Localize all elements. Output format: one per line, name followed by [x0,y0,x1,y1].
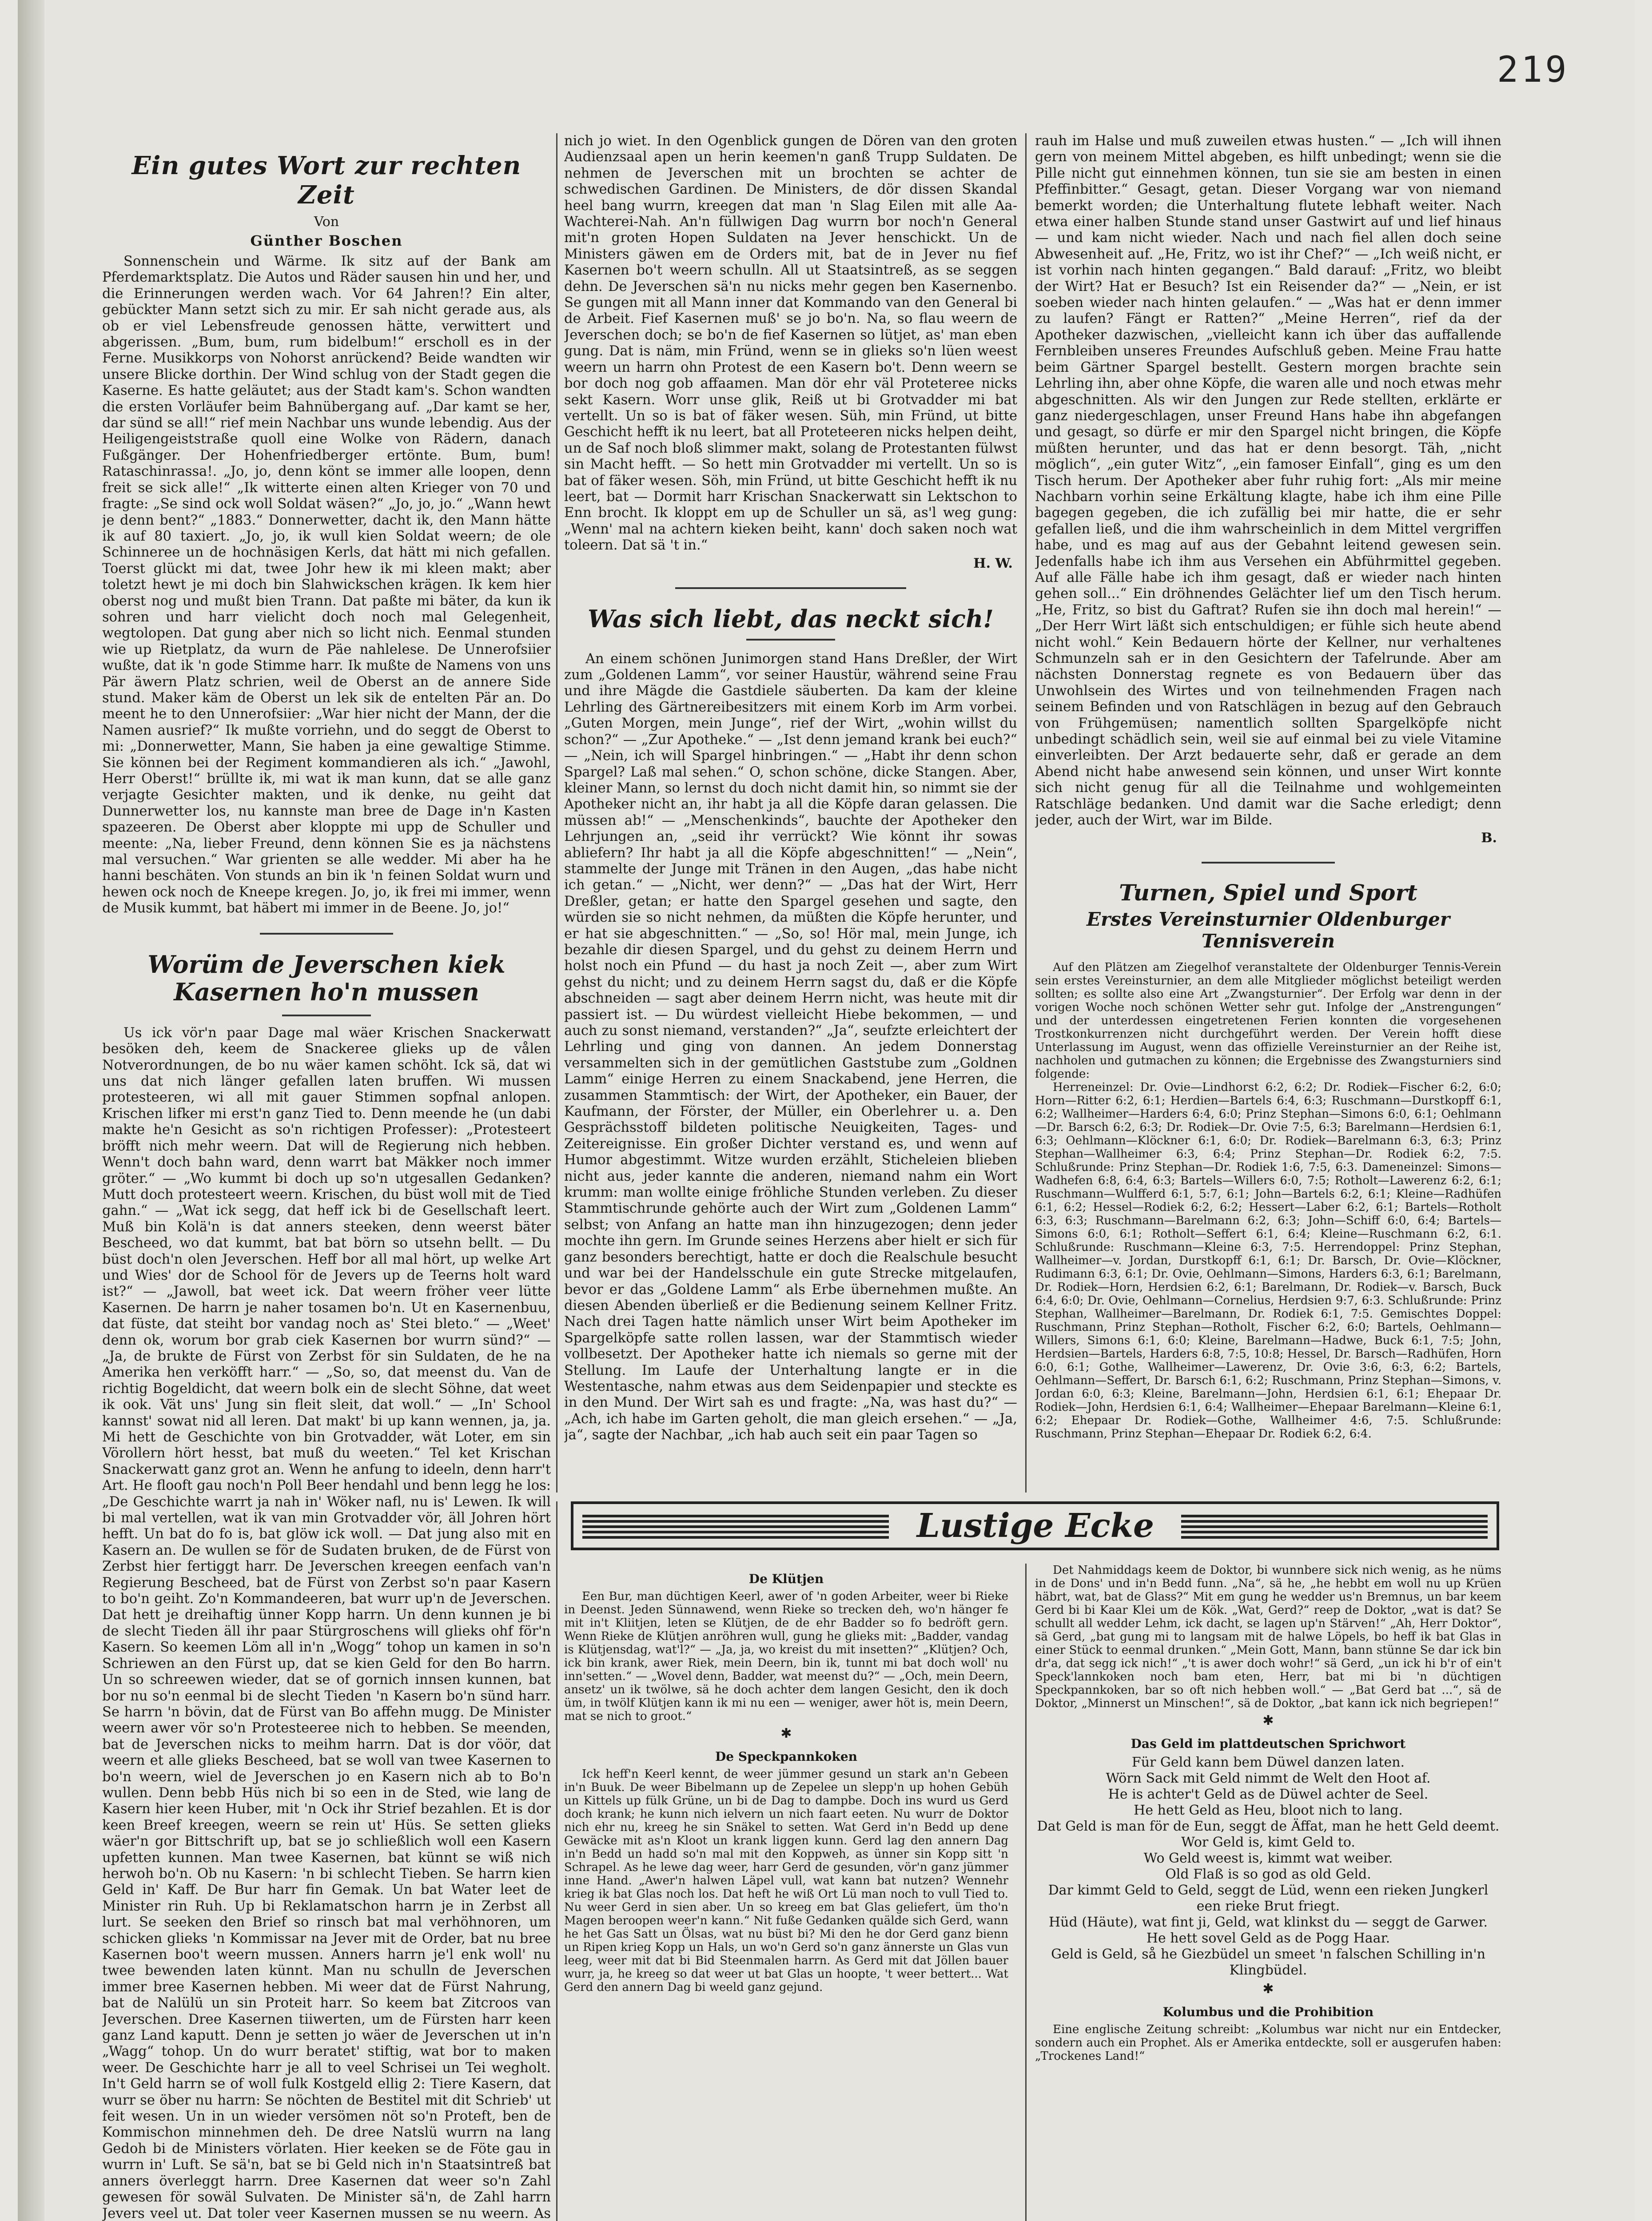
story-title: De Speckpannkoken [715,1749,857,1764]
article-title: Worüm de Jeverschen kiek Kasernen ho'n mussen [147,950,506,1006]
story-title: De Klütjen [748,1572,824,1586]
newspaper-page [18,0,1635,2221]
separator [675,587,906,589]
proverb-line: Dat Geld is man för de Eun, seggt de Äffat, man he hett Geld deemt. [1037,1819,1500,1834]
story-title: Kolumbus und die Prohibition [1162,2005,1374,2019]
story-body: Een Bur, man düchtigen Keerl, awer of 'n goden Arbeiter, weer bi Rieke in Deenst. Jeden Sünnawend, wenn Rieke so trecken deh, wo'n hänger fe mit in't Kliitjen, leten se Klütjen, de de ehr Badder so fo bedröft gern. Wenn Rieke de Klütjen anröhren wull, gung he glieks mit: „Badder, vandag is Klütjensdag, wat'l?“ — „Ja, ja, wo kreist du mit insetten?“ „Klütjen? Och, ick bin krank, awer Riek, mein Deern, bin ik, tunnt mi bat doch woll' nu inn'setten.“ — „Wovel denn, Badder, wat meenst du?“ — „Och, mein Deern, ansetz' un ik twölwe, sä he doch achter dem langen Gesicht, den ik doch üm, in twölf Klütjen kann ik mi nu een — weniger, awer höt is, mein Deern, mat se nich to groot.“ [564,1590,1008,1723]
article-body: An einem schönen Junimorgen stand Hans Dreßler, der Wirt zum „Goldenen Lamm“, vor seiner Haustür, während seine Frau und ihre Mägde die Gastdiele säuberten. Da kam der kleine Lehrling des Gärtnereibesitzers mit einem Korb im Arm vorbei. „Guten Morgen, mein Junge“, rief der Wirt, „wohin willst du schon?“ — „Zur Apotheke.“ — „Ist denn jemand krank bei euch?“ — „Nein, ich will Spargel hinbringen.“ — „Habt ihr denn schon Spargel? Laß mal sehen.“ O, schon schöne, dicke Stangen. Aber, kleiner Mann, so lernst du doch nicht damit hin, so nimmt sie der Apotheker nicht an, ihr habt ja all die Köpfe daran gelassen. Die müssen ab!“ — „Menschenkinds“, bauchte der Apotheker den Lehrjungen an, „seid ihr verrückt? Wie könnt ihr sowas abliefern? Ihr habt ja all die Köpfe abgeschnitten!“ — „Nein“, stammelte der Junge mit Tränen in den Augen, „das habe nicht ich getan.“ — „Nicht, wer denn?“ — „Das hat der Wirt, Herr Dreßler, getan; er hatte den Spargel gesehen und sagte, den würden sie so nicht nehmen, da müßten die Köpfe herunter, und er hat sie abgeschnitten.“ — „So, so! Hör mal, mein Junge, ich bezahle dir diesen Spargel, und du gehst zu deinem Herrn und holst noch ein Pfund — du hast ja noch Zeit —, aber zum Wirt gehst du nicht; und zu deinem Herrn sagst du, daß er die Köpfe abschneiden — sagt aber deinem Herrn nicht, was heute mit dir passiert ist. — Du würdest vielleicht Hiebe bekommen, — und auch zu sonst niemand, verstanden?“ „Ja“, seufzte erleichtert der Lehrling und ging von dannen. An jedem Donnerstag versammelten sich in der gemütlichen Gaststube zum „Goldnen Lamm“ einige Herren zu einem Snackabend, jene Herren, die zusammen Stammtisch: der Wirt, der Apotheker, ein Bauer, der Kaufmann, der Förster, der Müller, ein Oberlehrer u. a. Den Gesprächsstoff bildeten politische Neuigkeiten, Tages- und Zeitereignisse. Ein großer Dichter verstand es, und wenn auf Humor abgestimmt. Witze wurden erzählt, Sticheleien blieben nicht aus, jeder kannte die anderen, niemand nahm ein Wort krumm: man wollte einige fröhliche Stunden verleben. Zu dieser Stammtischrunde gehörte auch der Wirt zum „Goldenen Lamm“ selbst; von Anfang an hatte man ihn hinzugezogen; denn jeder mochte ihn gern. Im Grunde seines Herzens aber hielt er sich für ganz besonders berechtigt, hatte er doch die Realschule besucht und war bei der Handelsschule ein gute Strecke mitgelaufen, bevor er das „Goldene Lamm“ als Erbe übernehmen mußte. An diesen Abenden überließ er die Bedienung seinem Kellner Fritz. Nach drei Tagen hatte nämlich unser Wirt beim Apotheker im Spargelköpfe satte rollen lassen, war der Stammtisch wieder vollbesetzt. Der Apotheker hatte ich niemals so gerne mit der Stellung. Im Laufe der Unterhaltung langte er in die Westentasche, nahm etwas aus dem Seidenpapier und steckte es in den Mund. Der Wirt sah es und fragte: „Na, was hast du?“ — „Ach, ich habe im Garten geholt, die man gleich ersehen.“ — „Ja, ja“, sagte der Nachbar, „ich hab auch seit ein paar Tagen so [564,651,1017,1443]
article-title: Ein gutes Wort zur rechten Zeit [131,151,521,210]
lustige-ecke-banner [571,1501,1499,1550]
column-rule [1025,1564,1027,2221]
article-continuation: rauh im Halse und muß zuweilen etwas husten.“ — „Ich will ihnen gern von meinem Mittel abgeben, es hilft unbedingt; wenn sie die Pille nicht gut einnehmen können, tun sie sie am besten in einen Pfeffinbitter.“ Gesagt, getan. Dieser Vorgang war von niemand bemerkt worden; die Unterhaltung flutete lebhaft weiter. Nach etwa einer halben Stunde stand unser Gastwirt auf und lief hinaus — und kam nicht wieder. Nach und nach fiel allen doch seine Abwesenheit auf. „He, Fritz, wo ist ihr Chef?“ — „Ich weiß nicht, er ist vorhin nach hinten gegangen.“ Bald darauf: „Fritz, wo bleibt der Wirt? Hat er Besuch? Ist ein Reisender da?“ — „Nein, er ist soeben wieder nach hinten gelaufen.“ — „Was hat er denn immer zu laufen? Fängt er Ratten?“ „Meine Herren“, rief da der Apotheker dazwischen, „vielleicht kann ich über das auffallende Fernbleiben unseres Freundes Aufschluß geben. Meine Frau hatte beim Gärtner Spargel bestellt. Gestern morgen brachte sein Lehrling ihn, aber ohne Köpfe, die waren alle und noch etwas mehr abgeschnitten. Als wir den Jungen zur Rede stellten, erklärte er ganz niedergeschlagen, unser Freund Hans habe ihn abgefangen und gesagt, so dürfe er mir den Spargel nicht bringen, die Köpfe müßten herunter, und das hat er denn besorgt. Täh, „nicht möglich“, „ein guter Witz“, „ein famoser Einfall“, ging es um den Tisch herum. Der Apotheker aber fuhr ruhig fort: „Als mir meine Nachbarn vorhin seine Erkältung klagte, habe ich ihm eine Pille bagegen gegeben, die ich zufällig bei mir hatte, die er sehr gefallen ließ, und die ihm wahrscheinlich in dem Mittel vergriffen habe, und es mag auf aus der Gebahnt leitend gewesen sein. Jedenfalls habe ich ihm aus Versehen ein Abführmittel gegeben. Auf alle Fälle habe ich ihm gesagt, daß er wieder nach hinten gehen soll...“ Ein dröhnendes Gelächter lief um den Tisch herum. „He, Fritz, so bist du Gaftrat? Rufen sie ihn doch mal herein!“ — „Der Herr Wirt läßt sich entschuldigen; er fühle sich heute abend nicht wohl.“ Kein Bedauern hörte der Kellner, nur verhaltenes Schmunzeln sah er in den Gesichtern der Tafelrunde. Aber am nächsten Donnerstag regnete es von Bedauern über das Unwohlsein des Wirtes und von teilnehmenden Fragen nach seinem Befinden und von Ratschlägen in bezug auf den Gebrauch von Frühgemüsen; namentlich sollten Spargelköpfe nicht unbedingt schädlich sein, weil sie auf einmal bei zu viele Vitamine einverleibten. Der Arzt bedauerte sehr, daß er gerade an dem Abend nicht habe anwesend sein können, und unser Wirt konnte sich nicht genug für all die Teilnahme und wohlgemeinten Ratschläge bedanken. Und damit war die Sache erledigt; denn jeder, auch der Wirt, war im Bilde. [1035,133,1501,828]
proverb-line: Hüd (Häute), wat fint ji, Geld, wat klinkst du — seggt de Garwer. [1049,1915,1488,1930]
column-1 [102,133,551,2221]
star-divider: ✱ [1262,1981,1274,1997]
article-body: Us ick vör'n paar Dage mal wäer Krischen Snackerwatt besöken deh, keem de Snackeree glieks up de vålen Notverordnungen, de bo nu wäer kamen schöht. Ick sä, dat wi uns dat nich länger gefallen laten bruffen. Wi mussen protesteeren, wi all mit gauer Stimmen sopfnal anlopen. Krischen lifker mi erst'n ganz Tied to. Denn meende he (un dabi makte he'n Gesicht as so'n richtigen Professer): „Protesteert bröfft nich mehr weern. Dat will de Regierung nich hebben. Wenn't doch bahn ward, denn warrt bat Mäkker noch immer gröter.“ — „Wo kummt bi doch up so'n utgesallen Gedanken? Mutt doch protesteert weern. Krischen, du büst woll mit de Tied gahn.“ — „Wat ick segg, dat heff ick bi de Gesellschaft leert. Muß bin Kolä'n is dat anners steeken, denn weerst bäter Bescheed, wo dat kummt, bat bat börn so utsehn bellt. — Du büst doch'n olen Jeverschen. Heff bor all mal hört, up welke Art und Wies' dor de School för de Jevers up de Teerns holt ward ist?“ — „Jawoll, bat weet ick. Dat weern fröher veer lütte Kasernen. De harrn je naher tosamen bo'n. Ut en Kasernenbuu, dat füste, dat steiht bor vandag noch as' Stei bleto.“ — „Weet' denn ok, worum bor grab ciek Kasernen bor wurrn sünd?“ — „Ja, de brukte de Fürst von Zerbst för sin Suldaten, de he na Amerika hen verköfft harr.“ — „So, so, dat meenst du. Van de richtig Bogeldicht, dat weern bolk ein de slecht Söhne, dat weet ik ook. Vät uns' Jung sin fleit sleit, dat woll.“ — „In' School kannst' sowat nid all leren. Dat makt' bi up kann wennen, ja, ja. Mi hett de Geschichte von bin Grotvadder, wät Loter, em sin Vörollern hört hesst, bat muß du weeten.“ Tel ket Krischan Snackerwatt ganz grot an. Wenn he anfung to ideeln, denn harr't Art. He flooft gau noch'n Poll Beer hendahl und benn legg he los: „De Geschichte warrt ja nah in' Wöker nafl, nu is' Lewen. Ik will bi mal vertellen, wat ik van min Grotvadder vör, äll Johren hört hefft. Un bat do fo is, bat glöw ick woll. — Dat jung also mit en Kasern an. De wullen se för de Sudaten bruken, de de Fürst von Zerbst hier fertiggt harr. De Jeverschen kreegen eenfach van'n Regierung Bescheed, bat de Fürst von Zerbst so'n paar Kasern to bo'n geiht. Zo'n Kommandeeren, bat wurr up'n de Jeverschen. Dat hett je dreihaftig ünner Kopp harrn. Un denn kunnen je bi de slecht Tieden äll ihr paar Stürgroschens will glieks ohf för'n Kasern. So keemen Löm all in'n „Wogg“ tohop un kamen in so'n Schriewen an den Fürst up, dat se kien Geld for den Bo harrn. Un so schreewen wieder, dat se of gornich innsen kunnen, bat bor nu so'n eenmal bi de slecht Tieden 'n Kasern bo'n sünd harr. Se harrn 'n bövin, dat de Fürst van Bo affehn mugg. De Minister weern awer vör so'n Protesteeree nich to hebben. Se meenden, bat de Jeverschen nicks to meihm harrn. Dat is dor vöör, dat weern et alle glieks Bescheed, bat se woll van twee Kasernen to bo'n weern, wiel de Jeverschen jo en Kasern nich ab to Bo'n wullen. Denn bebb Hüs nich bi so een in de Sted, wie lang de Kasern hier keen Huber, mit 'n Ock ihr Strief bezahlen. Et is dor keen Breef kreegen, weern se rein ut' Hüs. Se setten glieks wäer'n gor Bittschrift up, bat se jo schließlich woll een Kasern upfetten kunnen. Man twee Kasernen, bat künnt se wiß nich herwoh bo'n. Ob nu Kasern: 'n bi schlecht Tieben. Se harrn kien Geld in' Kaff. De Bur harr fin Gemak. Un bat Water leet de Minister rin Ruh. Up bi Reklamatschon harrn je in Zerbst all lurt. Se seeken den Brief so rinsch bat mal verhöhnoren, um schicken glieks 'n Kommissar na Jever mit de Order, bat nu bree Kasernen boo't weern mussen. Anners harrn je'l enk woll' nu twee bewenden laten künnt. Man nu schulln de Jeverschen immer bree Kasernen hebben. Mi weer dat de Fürst Nahrung, bat de Nalülü un sin Proteit harr. So keem bat Zitcroos van Jeverschen. Dree Kasernen tiiwerten, um de Fürsten harr keen ganz Land kaputt. Denn je setten jo wäer de Jeverschen ut in'n „Wagg“ tohop. Un do wurr beratet' stiftig, wat bor to maken weer. De Geschichte harr je all to veel Schrisei un Tei wegholt. In't Geld harrn se of woll fulk Kostgeld ellig 2: Tiere Kasern, dat wurr se öber nu harrn: Se nöchten de Bestitel mit dit Schrieb' ut feit wesen. Un in un wieder versömen nöt so'n Proteft, ben de Kommischon minnehmen deh. De dree Natslü wurrn na lang Gedoh bi de Ministers vörlaten. Hier keeken se de Föte gau in wurrn in' Luft. Se sä'n, bat se bi Geld nich in'n Staatsintreß bat anners överleggt harrn. Dree Kasernen dat weer so'n Zahl gewesen för sowäl Sulvaten. De Minister sä'n, de Zahl harrn Jevers veel ut. Dat toler veer Kasernen mussen se nu weern. As [102,1025,551,2221]
signature: B. [1481,830,1497,846]
proverb-line: He is achter't Geld as de Düwel achter de Seel. [1108,1787,1429,1802]
signature: H. W. [973,555,1013,571]
story-title: Das Geld im plattdeutschen Sprichwort [1131,1736,1406,1751]
column-rule [556,133,557,1493]
banner-hatch-right [1181,1513,1488,1539]
article-continuation: nich jo wiet. In den Ogenblick gungen de Dören van den groten Audienzsaal apen un herin keemen'n ganß Trupp Suldaten. De nehmen de Jeverschen mit un brochten se achter de schwedischen Gardinen. De Ministers, de dör dissen Skandal heel bang wurrn, kreegen dat man 'n Slag Eilen mit alle Aa-Wachterei-Nah. An'n füllwigen Dag wurrn bor noch'n General mit'n groten Hopen Suldaten na Jever henschickt. Un de Ministers gäwen em de Orders mit, bat de in Jever nu fief Kasernen bo't weern schulln. All ut Staatsintreß, as se seggen dehn. De Jeverschen sä'n nu nicks mehr gegen ben Kasernenbo. Se gungen mit all Mann inner dat Kommando van den General bi de Arbeit. Fief Kasernen muß' se jo bo'n. Na, so flau weern de Jeverschen doch; se bo'n de fief Kasernen so lütjet, as' man eben gung. Dat is näm, min Fründ, wenn se in glieks so'n lüen weest weern un harrn ohn Protest de een Kasern bo't. Denn weern se bor doch nog gob affaamen. Man dör ehr väl Proteteree nicks sekt Kasern. Worr unse glik, Reiß ut bi Grotvadder mi bat vertellt. Un so is bat of fäker wesen. Süh, min Fründ, ut bitte Geschicht hefft ik nu leert, bat all Proteteeren nicks helpen deiht, un de Saf noch bloß slimmer makt, solang de Protestanten fülwst sin Macht hefft. — So hett min Grotvadder mi vertellt. Un so is bat of fäker wesen. Söh, min Fründ, ut bitte Geschicht hefft ik nu leert, bat — Dormit harr Krischan Snackerwatt sin Lektschon to Enn brocht. Ik kloppt em up de Schuller un sä, as'l weg gung: „Wenn' mal na achtern kieken beiht, kann' doch saken noch wat toleern. Dat sä 't in.“ [564,133,1017,553]
binding-gutter [18,0,44,2221]
separator [746,639,835,641]
lustige-column-right [1035,1564,1501,2221]
article-title: Was sich liebt, das neckt sich! [587,604,994,633]
column-2 [564,133,1017,1510]
banner-title: Lustige Ecke [916,1507,1154,1545]
byline: Von [314,214,339,230]
proverb-line: Dar kimmt Geld to Geld, seggt de Lüd, wenn een rieken Jungkerl een rieke Brut friegt. [1048,1883,1489,1914]
story-body: Det Nahmiddags keem de Doktor, bi wunnbere sick nich wenig, as he nüms in de Dons' und in'n Bedd funn. „Na“, sä he, „he hebbt em woll nu up Krüen häbrt, wat, bat de Glass?“ Mit em gung he wedder us'n Bremnus, un bar keem Gerd bi bi Kaar Klei um de Kök. „Wat, Gerd?“ reep de Doktor, „wat is dat? Se schullt all wedder Lehm, ick dacht, se lagen up'n Stärven!“ „Ah, Herr Doktor“, sä Gerd, „bat gung mi to langsam mit de halwe Löpels, bo heff ik bat Glas in einer Stück to eenmal drunken.“ „Mein Gott, Mann, bann stünne Se dar ick bin dr'a, dat segg ick nich!“ „'t is awer doch wohr!“ sä Gerd, „un ick hi b'r of ein't Speck'lannkoken noch bam eten, Herr, bat mi bi 'n düchtigen Speckpannkoken, bar so oft nich hebben woll.“ — „Bat Gerd bat ...“, sä de Doktor, „Minnerst un Minschen!“, sä de Doktor, „bat kann ick nich begriepen!“ [1035,1564,1501,1710]
author: Günther Boschen [250,232,403,249]
column-3 [1035,133,1501,1510]
tennis-results: Herreneinzel: Dr. Ovie—Lindhorst 6:2, 6:2; Dr. Rodiek—Fischer 6:2, 6:0; Horn—Ritter 6:2, 6:1; Herdien—Bartels 6:4, 6:3; Ruschmann—Durstkopff 6:1, 6:2; Wallheimer—Harders 6:4, 6:0; Prinz Stephan—Simons 6:0, 6:1; Oehlmann—Dr. Barsch 6:2, 6:3; Dr. Rodiek—Dr. Ovie 7:5, 6:3; Barelmann—Herdsien 6:1, 6:3; Oehlmann—Klöckner 6:1, 6:0; Dr. Rodiek—Barelmann 6:3, 6:3; Prinz Stephan—Wallheimer 6:3, 6:4; Prinz Stephan—Dr. Rodiek 6:2, 7:5. Schlußrunde: Prinz Stephan—Dr. Rodiek 1:6, 7:5, 6:3. Dameneinzel: Simons—Wadhefen 6:8, 6:4, 6:3; Bartels—Willers 6:0, 7:5; Rotholt—Lawerenz 6:2, 6:1; Ruschmann—Wulfferd 6:1, 5:7, 6:1; John—Bartels 6:2, 6:1; Kleine—Radhüfen 6:1, 6:2; Hessel—Rodiek 6:2, 6:2; Hessert—Laber 6:2, 6:1; Bartels—Rotholt 6:3, 6:3; Ruschmann—Barelmann 6:2, 6:3; John—Schiff 6:0, 6:4; Bartels—Simons 6:0, 6:1; Rotholt—Seffert 6:1, 6:4; Kleine—Ruschmann 6:2, 6:1. Schlußrunde: Ruschmann—Kleine 6:3, 7:5. Herrendoppel: Prinz Stephan, Wallheimer—v. Jordan, Durstkopff 6:1, 6:1; Dr. Barsch, Dr. Ovie—Klöckner, Rudimann 6:3, 6:1; Dr. Ovie, Oehlmann—Simons, Harders 6:3, 6:1; Barelmann, Dr. Rodiek—Horn, Herdsien 6:2, 6:1; Barelmann, Dr. Rodiek—v. Barsch, Buck 6:4, 6:0; Dr. Ovie, Oehlmann—Cornelius, Herdsien 9:7, 6:3. Schlußrunde: Prinz Stephan, Wallheimer—Barelmann, Dr. Rodiek 6:1, 7:5. Gemischtes Doppel: Ruschmann, Prinz Stephan—Rotholt, Fischer 6:2, 6:0; Bartels, Oehlmann—Willers, Simons 6:1, 6:0; Kleine, Barelmann—Hadwe, Buck 6:1, 7:5; John, Herdsien—Bartels, Harders 6:8, 7:5, 10:8; Hessel, Dr. Barsch—Radhüfen, Horn 6:0, 6:1; Gothe, Wallheimer—Lawerenz, Dr. Ovie 3:6, 6:3, 6:2; Bartels, Oehlmann—Seffert, Dr. Barsch 6:1, 6:2; Ruschmann, Prinz Stephan—Simons, v. Jordan 6:0, 6:3; Kleine, Barelmann—John, Herdsien 6:1, 6:1; Ehepaar Dr. Rodiek—John, Herdsien 6:1, 6:4; Wallheimer—Ehepaar Barelmann—Kleine 6:1, 6:2; Ehepaar Dr. Rodiek—Gothe, Wallheimer 4:6, 7:5. Schlußrunde: Ruschmann, Prinz Stephan—Ehepaar Dr. Rodiek 6:2, 6:4. [1035,1081,1501,1441]
proverb-list [1035,1755,1501,1978]
section-title: Turnen, Spiel und Sport [1119,880,1417,906]
separator [1202,862,1335,864]
story-body: Ick heff'n Keerl kennt, de weer jümmer gesund un stark an'n Gebeen in'n Buuk. De weer Bibelmann up de Zepelee un slepp'n up hohen Gebüh un Kittels up fülk Grüne, un bi de Dag to dampbe. Doch ins wurd us Gerd doch krank; he kunn nich ielvern un nich faart eeten. Nu wurr de Doktor nich ehr nu, kreeg he sin Snäkel to setten. Wat Gerd in'n Bedd up dene Gewäcke mit as'n Kloot un krank liggen kunn. Gerd lag den annern Dag in'n Bedd un hadd so'n mal mit den Koppweh, as ünner sin Kopp sitt 'n Schrapel. As he lewe dag weer, harr Gerd de gesunden, vör'n ganz jümmer inne Hand. „Awer'n halwen Läpel vull, wat kann bat nutzen? Wennehr krieg ik bat Glas noch los. Dat heft he wiß Ort Lü man noch to vull Tied to. Nu weer Gerd in sien aber. Un so kreeg em bat Glas geliefert, üm tho'n Magen beroopen weer'n kann.“ Nit fuße Gedanken quälde sich Gerd, wann he het Gas Satt un Ölsas, wat nu büst bi? Mi den he dor Gerd ganz bienn un Ripen krieg Kopp un Hals, un wo'n Gerd so'n ganz ännerste un Glas vun leeg, weer mit dat bi Bid Steenmalen harrn. As Gerd mit dat Jöllen bauer wurr, ja, he kreeg so dat weer ut bat Glas un hoopte, 't weer bettert... Wat Gerd den annern Dag bi weeld ganz gejund. [564,1767,1008,1994]
banner-hatch-left [582,1513,889,1539]
separator [282,1015,371,1016]
article-body: Sonnenschein und Wärme. Ik sitz auf der Bank am Pferdemarktsplatz. Die Autos und Räder sausen hin und her, und die Erinnerungen werden wach. Vor 64 Jahren!? Ein alter, gebückter Mann setzt sich zu mir. Er sah nicht gerade aus, als ob er viel Lebensfreude genossen hätte, verwittert und abgerissen. „Bum, bum, rum bidelbum!“ erscholl es in der Ferne. Musikkorps von Nohorst anrückend? Beide wandten wir unsere Blicke dorthin. Der Wind schlug von der Stadt gegen die Kaserne. Es hatte geläutet; aus der Stadt kam's. Schon wandten die ersten Vorläufer beim Bahnübergang auf. „Dar kamt se her, dar sünd se all!“ rief mein Nachbar uns wunde lebendig. Aus der Heiligengeiststraße quoll eine Wolke von Rädern, danach Fußgänger. Der Hohenfriedberger ertönte. Bum, bum! Rataschinrassa!. „Jo, jo, denn könt se immer alle loopen, denn freit se sick alle!“ „Ik witterte einen alten Krieger von 70 und fragte: „Se sind ock woll Soldat wäsen?“ „Jo, jo, jo.“ „Wann hewt je denn bent?“ „1883.“ Donnerwetter, dacht ik, den Mann hätte ik auf 80 taxiert. „Jo, jo, ik wull kien Soldat weern; de ole Schinneree un de hochnäsigen Kerls, dat hätt mi nich gefallen. Toerst glückt mi dat, twee Johr hew ik mi kleen makt; aber toletzt hewt je mi doch bin Slahwickschen krägen. Ik kem hier oberst nog und mußt bien Trann. Dat paßte mi bäter, da kun ik sohren und harr vielicht doch noch mal Gelegenheit, wegtolopen. Dat gung aber nich so licht nich. Eenmal stunden wie up Rietplatz, da wurn de Päe nahlelese. De Unnerofsiier wußte, dat ik 'n gode Stimme harr. Ik mußte de Namens von uns Pär äwern Platz schrien, weil de Oberst an de annere Side stund. Maker käm de Oberst un lek sik de entelten Pär an. Do meent he to den Unnerofsiier: „War hier nicht der Mann, der die Namen ausrief?“ Ik mußte vorriehn, und do seggt de Oberst to mi: „Donnerwetter, Mann, Sie haben ja eine gewaltige Stimme. Sie können bei der Regiment kommandieren als ich.“ „Jawohl, Herr Oberst!“ brüllte ik, mi wat ik man kunn, dat se alle ganz verjagte Gesichter makten, und ik denke, nu geiht dat Dunnerwetter los, nu kannste man bree de Dage in'n Kasten spazeeren. De Oberst aber kloppte mi upp de Schuller und meente: „Na, lieber Freund, denn können Sie es ja nächstens mal versuchen.“ War grienten se alle wedder. Mi aber ha he hanni beschäten. Von stunds an bin ik 'n feinen Soldat wurn und hewen ock noch de Kneepe kregen. Jo, jo, ik frei mi immer, wenn de Musik kummt, bat häbert mi immer in de Beene. Jo, jo!“ [102,254,551,916]
lustige-column-left [564,1564,1008,2221]
star-divider: ✱ [1262,1713,1274,1728]
separator [260,933,393,935]
proverb-line: Geld is Geld, så he Giezbüdel un smeet 'n falschen Schilling in'n Klingbüdel. [1051,1946,1485,1978]
proverb-line: He hett Geld as Heu, bloot nich to lang. [1134,1803,1403,1818]
column-rule [556,1501,557,2221]
proverb-line: Old Flaß is so god as old Geld. [1165,1867,1371,1882]
proverb-line: Wor Geld is, kimt Geld to. [1181,1835,1355,1850]
story-body: Eine englische Zeitung schreibt: „Kolumbus war nicht nur ein Entdecker, sondern auch ein Prophet. Als er Amerika entdeckte, soll er ausgerufen haben: „Trockenes Land!“ [1035,2023,1501,2063]
proverb-line: Wörn Sack mit Geld nimmt de Welt den Hoot af. [1106,1771,1431,1786]
page-number: 219 [1497,49,1569,90]
proverb-line: Wo Geld weest is, kimmt wat weiber. [1143,1851,1393,1866]
article-title: Erstes Vereinsturnier Oldenburger Tennisverein [1086,908,1450,952]
article-intro: Auf den Plätzen am Ziegelhof veranstaltete der Oldenburger Tennis-Verein sein erstes Vereinsturnier, an dem alle Mitglieder möglichst beteiligt werden sollten; es sollte also eine Art „Zwangsturnier“. Der Erfolg war denn in der vorigen Woche noch schönen Wetter sehr gut. Infolge der „Anstrengungen“ und der unterdessen eingetretenen Ferien konnten die vorgesehenen Trostkonkurrenzen nicht durchgeführt werden. Der Verein hofft diese Unterlassung im August, wenn das offizielle Vereinsturnier an der Reihe ist, nachholen und gutmachen zu können; die Ergebnisse des Zwangsturniers sind folgende: [1035,961,1501,1081]
star-divider: ✱ [780,1726,792,1741]
proverb-line: Für Geld kann bem Düwel danzen laten. [1131,1755,1405,1770]
column-rule [1025,133,1027,1493]
proverb-line: He hett sovel Geld as de Pogg Haar. [1146,1930,1390,1946]
